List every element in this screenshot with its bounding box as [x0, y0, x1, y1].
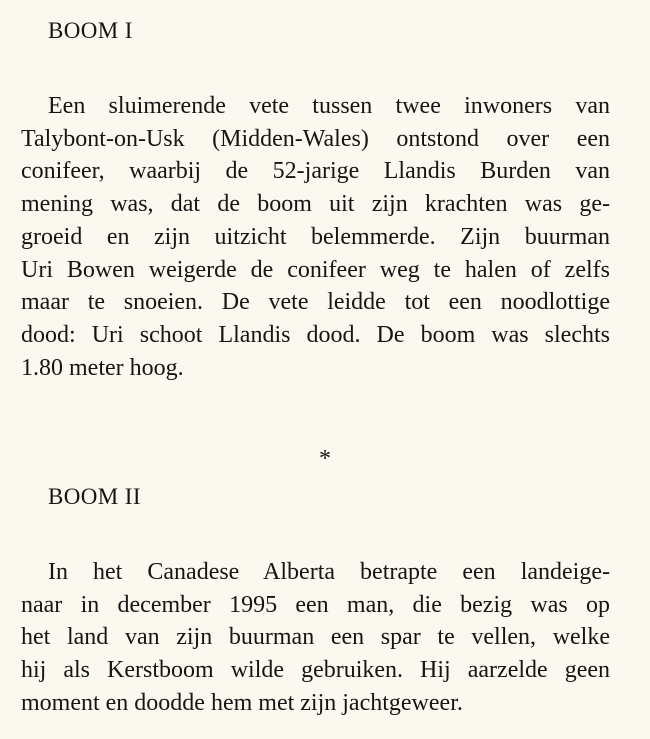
text-line: het land van zijn buurman een spar te vellen, welke	[21, 624, 610, 651]
section-body-boom-2	[21, 556, 610, 720]
text-line: 1.80 meter hoog.	[21, 354, 184, 381]
text-line: In het Canadese Alberta betrapte een landeige-	[48, 559, 610, 585]
text-line: Uri Bowen weigerde de conifeer weg te halen of zelfs	[21, 256, 610, 283]
section-heading-boom-2: BOOM II	[48, 484, 141, 509]
text-line: Talybont-on-Usk (Midden-Wales) ontstond over een	[21, 125, 610, 152]
text-line: maar te snoeien. De vete leidde tot een noodlottige	[21, 289, 610, 316]
section-separator: *	[319, 446, 331, 472]
section-heading-boom-1: BOOM I	[48, 18, 133, 43]
text-line: naar in december 1995 een man, die bezig was op	[21, 591, 610, 618]
text-line: conifeer, waarbij de 52-jarige Llandis Burden van	[21, 158, 610, 185]
text-line: groeid en zijn uitzicht belemmerde. Zijn buurman	[21, 223, 610, 250]
section-body-boom-1	[21, 90, 610, 384]
text-line: dood: Uri schoot Llandis dood. De boom was slechts	[21, 321, 610, 348]
text-line: mening was, dat de boom uit zijn krachten was ge-	[21, 191, 610, 218]
text-line: Een sluimerende vete tussen twee inwoners van	[48, 93, 610, 119]
text-line: moment en doodde hem met zijn jachtgeweer.	[21, 689, 463, 716]
text-line: hij als Kerstboom wilde gebruiken. Hij aarzelde geen	[21, 657, 610, 684]
